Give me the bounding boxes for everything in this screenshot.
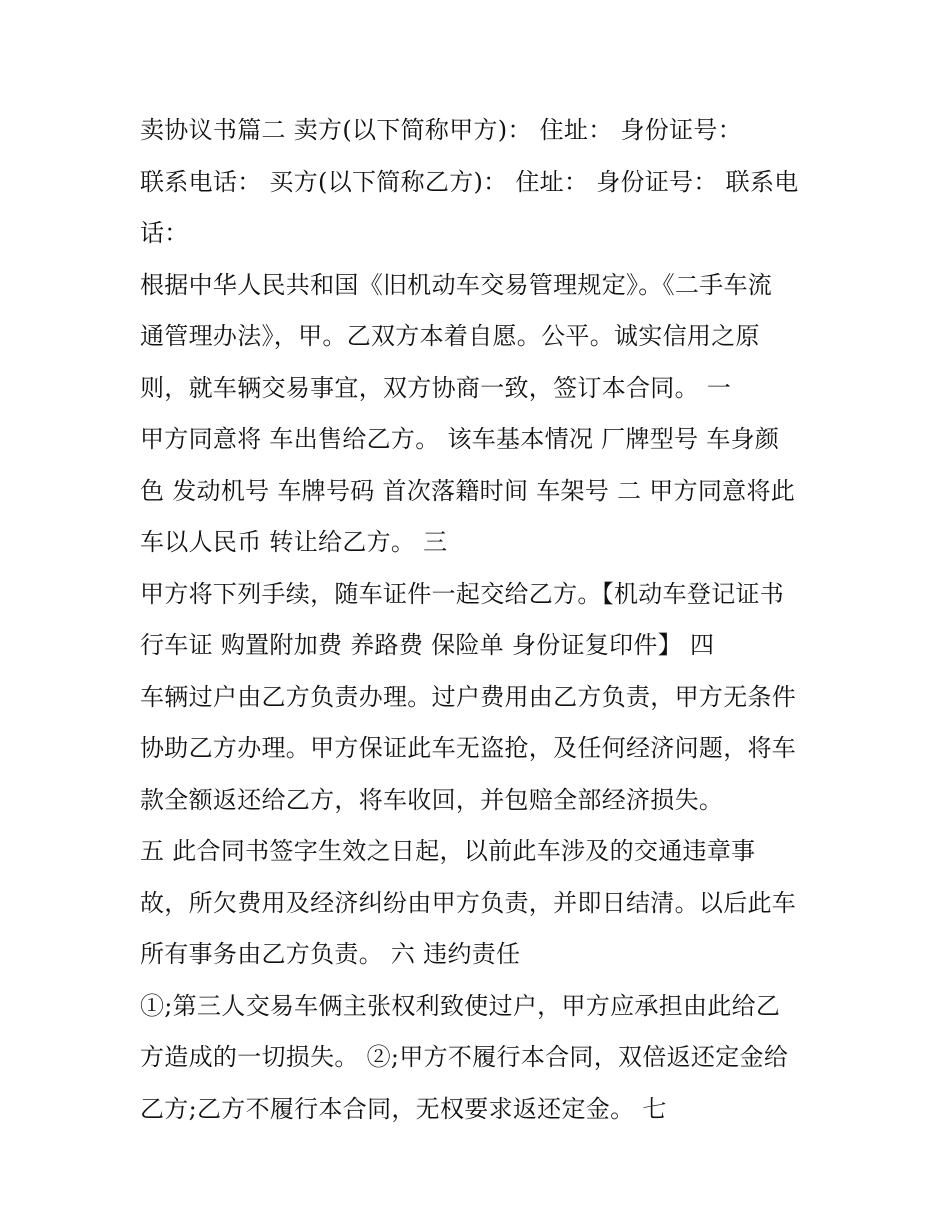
text-line: 卖协议书篇二 卖方(以下简称甲方)： 住址： 身份证号：: [140, 116, 743, 144]
contract-body-text: [140, 108, 820, 1138]
text-line: 五 此合同书签字生效之日起，以前此车涉及的交通违章事: [140, 837, 756, 865]
text-line: 联系电话： 买方(以下简称乙方)： 住址： 身份证号： 联系电: [140, 167, 799, 196]
text-line: 根据中华人民共和国《旧机动车交易管理规定》。《二手车流: [140, 270, 773, 299]
text-line: 协助乙方办理。甲方保证此车无盗抢，及任何经济问题，将车: [140, 734, 797, 762]
text-line: 所有事务由乙方负责。 六 违约责任: [140, 940, 521, 968]
text-line: 色 发动机号 车牌号码 首次落籍时间 车架号 二 甲方同意将此: [140, 476, 796, 505]
text-line: 款全额返还给乙方，将车收回，并包赔全部经济损失。: [140, 785, 724, 814]
text-line: 话：: [140, 219, 189, 247]
text-line: 甲方将下列手续，随车证件一起交给乙方。【机动车登记证书: [140, 579, 785, 608]
text-line: 则，就车辆交易事宜，双方协商一致，签订本合同。 一: [140, 373, 732, 402]
text-line: 车辆过户由乙方负责办理。过户费用由乙方负责，甲方无条件: [140, 682, 797, 711]
text-line: 行车证 购置附加费 养路费 保险单 身份证复印件】 四: [140, 631, 715, 659]
text-line: 通管理办法》，甲。乙双方本着自愿。公平。诚实信用之原: [140, 322, 760, 350]
text-line: 甲方同意将 车出售给乙方。 该车基本情况 厂牌型号 车身颜: [140, 425, 780, 453]
text-line: 方造成的一切损失。 ②;甲方不履行本合同，双倍返还定金给: [140, 1043, 789, 1071]
text-line: ①;第三人交易车俩主张权利致使过户，甲方应承担由此给乙: [140, 991, 781, 1020]
text-line: 车以人民币 转让给乙方。 三: [140, 528, 448, 556]
text-line: 乙方;乙方不履行本合同，无权要求返还定金。 七: [140, 1094, 667, 1123]
text-line: 故，所欠费用及经济纠纷由甲方负责，并即日结清。以后此车: [140, 888, 797, 917]
